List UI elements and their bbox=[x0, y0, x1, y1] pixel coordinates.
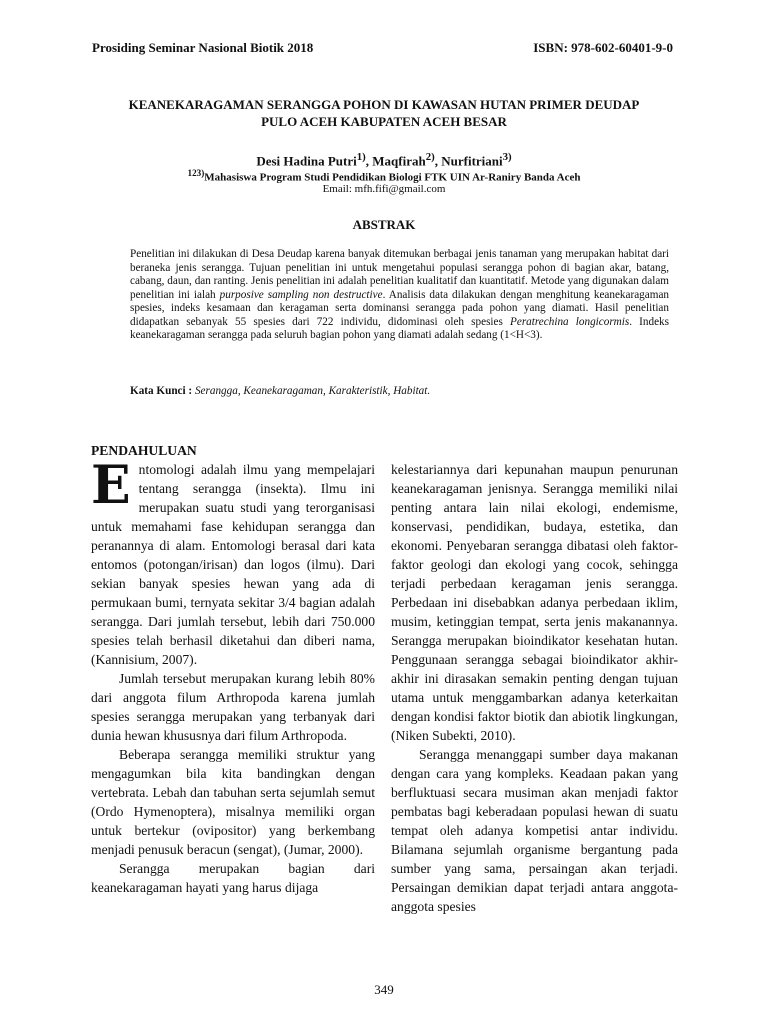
intro-paragraph-4: Serangga merupakan bagian dari keanekaragaman hayati yang harus dijaga bbox=[91, 861, 375, 895]
abstract-method-term: purposive sampling non destructive bbox=[219, 288, 383, 301]
section-heading: PENDAHULUAN bbox=[91, 443, 197, 458]
intro-paragraph-1 bbox=[91, 455, 375, 669]
author-2-mark: 2) bbox=[425, 151, 435, 163]
intro-paragraph-1-text: ntomologi adalah ilmu yang mempelajari tentang serangga (insekta). Ilmu ini merupakan suatu studi yang terorganisasi untuk memahami fase kehidupan serangga dan peranannya di alam. Entomologi berasal dari kata entomos (potongan/irisan) dan logos (ilmu). Dari sekian banyak spesies hewan yang ada di permukaan bumi, ternyata sekitar 3/4 bagian adalah serangga. Dari jumlah tersebut, lebih dari 750.000 spesies telah berhasil diketahui dan diberi nama, (Kannisium, 2007). bbox=[91, 462, 375, 667]
author-3-mark: 3) bbox=[502, 151, 512, 163]
author-separator: , bbox=[434, 153, 442, 169]
keywords-value: Serangga, Keanekaragaman, Karakteristik, Habitat. bbox=[194, 385, 431, 397]
paper-title bbox=[80, 96, 688, 130]
abstract-body bbox=[130, 248, 669, 343]
right-paragraph-1: kelestariannya dari kepunahan maupun penurunan keanekaragaman jenisnya. Serangga memiliki nilai penting antara lain nilai ekologi, endemisme, konservasi, pendidikan, budaya, estetika, dan ekonomi. Penyebaran serangga dibatasi oleh faktor-faktor geologi dan ekologi yang cocok, sehingga terjadi perbedaan keragaman jenis serangga. Perbedaan ini disebabkan adanya perbedaan iklim, musim, ketinggian tempat, serta jenis makanannya. Serangga merupakan bioindikator kesehatan hutan. Penggunaan serangga sebagai bioindikator akhir-akhir ini dirasakan semakin penting dengan tujuan utama untuk menggambarkan adanya keterkaitan dengan kondisi faktor biotik dan abiotik lingkungan, (Niken Subekti, 2010). bbox=[391, 462, 678, 743]
abstract-text-2: . Analisis data dilakukan dengan menghitung keanekaragaman spesies, indeks kesamaan dan keragaman serta dominansi serangga pada pohon yang diamati. Hasil penelitian didapatkan sebanyak 55 spesies dari 722 individu, didominasi oleh spesies bbox=[130, 288, 669, 328]
author-list bbox=[80, 151, 688, 169]
author-3: Nurfitriani bbox=[441, 153, 503, 169]
author-1: Desi Hadina Putri bbox=[256, 153, 357, 169]
title-line-1: KEANEKARAGAMAN SERANGGA POHON DI KAWASAN HUTAN PRIMER DEUDAP bbox=[128, 97, 640, 112]
affiliation-text: Mahasiswa Program Studi Pendidikan Biologi FTK UIN Ar-Raniry Banda Aceh bbox=[204, 171, 581, 184]
left-column bbox=[91, 441, 375, 897]
right-paragraph-2: Serangga menanggapi sumber daya makanan dengan cara yang kompleks. Keadaan pakan yang berfluktuasi secara musiman akan menjadi faktor pembatas bagi keberadaan populasi hewan di suatu tempat oleh adanya kompetisi antar individu. Bilamana sejumlah organisme bergantung pada sumber yang sama, persaingan akan terjadi. Persaingan demikian dapat terjadi antara anggota-anggota spesies bbox=[391, 747, 678, 914]
author-separator: , bbox=[365, 153, 373, 169]
intro-paragraph-3: Beberapa serangga memiliki struktur yang mengagumkan bila kita bandingkan dengan vertebrata. Lebah dan tabuhan serta sejumlah semut (Ordo Hymenoptera), misalnya memiliki organ untuk bertekur (ovipositor) yang berkembang menjadi penusuk beracun (sengat), (Jumar, 2000). bbox=[91, 747, 375, 857]
page-number: 349 bbox=[374, 982, 394, 997]
abstract-heading: ABSTRAK bbox=[352, 217, 416, 232]
abstract-text-3: . Indeks keanekaragaman serangga pada seluruh bagian pohon yang diamati adalah sedang (1<H<3). bbox=[130, 315, 670, 341]
keywords-label: Kata Kunci : bbox=[130, 385, 195, 397]
intro-paragraph-2: Jumlah tersebut merupakan kurang lebih 80% dari anggota filum Arthropoda karena jumlah spesies serangga merupakan yang terbanyak dari dunia hewan khususnya dari filum Arthropoda. bbox=[91, 671, 375, 743]
author-2: Maqfirah bbox=[372, 153, 426, 169]
right-column bbox=[391, 460, 678, 916]
drop-cap: E bbox=[91, 455, 131, 516]
keywords bbox=[130, 385, 669, 397]
author-1-mark: 1) bbox=[356, 151, 366, 163]
affiliation-mark: 123) bbox=[187, 168, 205, 178]
running-header-left: Prosiding Seminar Nasional Biotik 2018 bbox=[92, 40, 314, 55]
contact-email: Email: mfh.fifi@gmail.com bbox=[322, 183, 446, 195]
abstract-text-1: Penelitian ini dilakukan di Desa Deudap karena banyak ditemukan berbagai jenis tanaman yang merupakan habitat dari beraneka jenis serangga. Tujuan penelitian ini untuk mengetahui populasi serangga pohon di bagian akar, batang, cabang, daun, dan ranting. Jenis penelitian ini adalah penelitian kualitatif dan kuantitatif. Metode yang digunakan dalam penelitian ini ialah bbox=[130, 248, 669, 301]
abstract-species-name: Peratrechina longicormis bbox=[510, 315, 630, 328]
affiliation bbox=[80, 168, 688, 184]
running-header-isbn: ISBN: 978-602-60401-9-0 bbox=[533, 40, 673, 55]
title-line-2: PULO ACEH KABUPATEN ACEH BESAR bbox=[261, 114, 507, 129]
